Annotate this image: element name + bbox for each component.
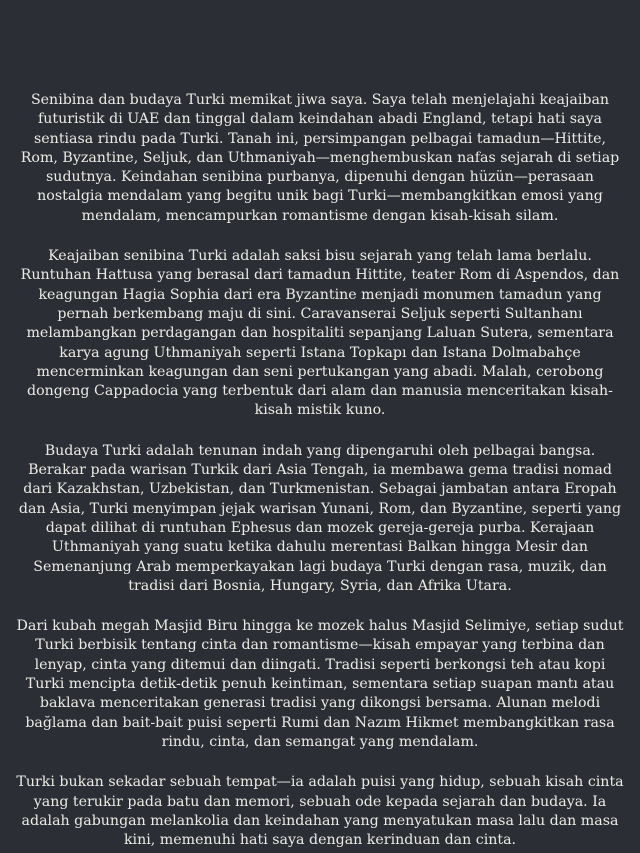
paragraph-architecture-intro: Senibina dan budaya Turki memikat jiwa saya. Saya telah menjelajahi keajaiban futuristik di UAE dan tinggal dalam keindahan abadi England, tetapi hati saya sentiasa rindu pada Turki. Tanah ini, persimpangan pelbagai tamadun—Hittite, Rom, Byzantine, Seljuk, dan Uthmaniyah—menghembuskan nafas sejarah di setiap sudutnya. Keindahan senibina purbanya, dipenuhi dengan hüzün—perasaan nostalgia mendalam yang begitu unik bagi Turki—membangkitkan emosi yang mendalam, mencampurkan romantisme dengan kisah-kisah silam. [20, 92, 620, 224]
paragraph-conclusion: Turki bukan sekadar sebuah tempat—ia adalah puisi yang hidup, sebuah kisah cinta yang terukir pada batu dan memori, sebuah ode kepada sejarah dan budaya. Ia adalah gabungan melankolia dan keindahan yang menyatukan masa lalu dan masa kini, memenuhi hati saya dengan kerinduan dan cinta. [16, 774, 624, 849]
paragraph-architecture-wonders: Keajaiban senibina Turki adalah saksi bisu sejarah yang telah lama berlalu. Runtuhan Hattusa yang berasal dari tamadun Hittite, teater Rom di Aspendos, dan keagungan Hagia Sophia dari era Byzantine menjadi monumen tamadun yang pernah berkembang maju di sini. Caravanserai Seljuk seperti Sultanhanı melambangkan perdagangan dan hospitaliti sepanjang Laluan Sutera, sementara karya agung Uthmaniyah seperti Istana Topkapı dan Istana Dolmabahçe mencerminkan keagungan dan seni pertukangan yang abadi. Malah, cerobong dongeng Cappadocia yang terbentuk dari alam dan manusia menceritakan kisah-kisah mistik kuno. [20, 248, 620, 419]
paragraph-culture-influences: Budaya Turki adalah tenunan indah yang dipengaruhi oleh pelbagai bangsa. Berakar pada warisan Turkik dari Asia Tengah, ia membawa gema tradisi nomad dari Kazakhstan, Uzbekistan, dan Turkmenistan. Sebagai jambatan antara Eropah dan Asia, Turki menyimpan jejak warisan Yunani, Rom, dan Byzantine, seperti yang dapat dilihat di runtuhan Ephesus dan mozek gereja-gereja purba. Kerajaan Uthmaniyah yang suatu ketika dahulu merentasi Balkan hingga Mesir dan Semenanjung Arab memperkayakan lagi budaya Turki dengan rasa, muzik, dan tradisi dari Bosnia, Hungary, Syria, dan Afrika Utara. [18, 442, 622, 594]
paragraph-love-romance: Dari kubah megah Masjid Biru hingga ke mozek halus Masjid Selimiye, setiap sudut Turki berbisik tentang cinta dan romantisme—kisah empayar yang terbina dan lenyap, cinta yang ditemui dan diingati. Tradisi seperti berkongsi teh atau kopi Turki mencipta detik-detik penuh keintiman, sementara setiap suapan mantı atau baklava menceritakan generasi tradisi yang dikongsi bersama. Alunan melodi bağlama dan bait-bait puisi seperti Rumi dan Nazım Hikmet membangkitkan rasa rindu, cinta, dan semangat yang mendalam. [16, 618, 624, 750]
